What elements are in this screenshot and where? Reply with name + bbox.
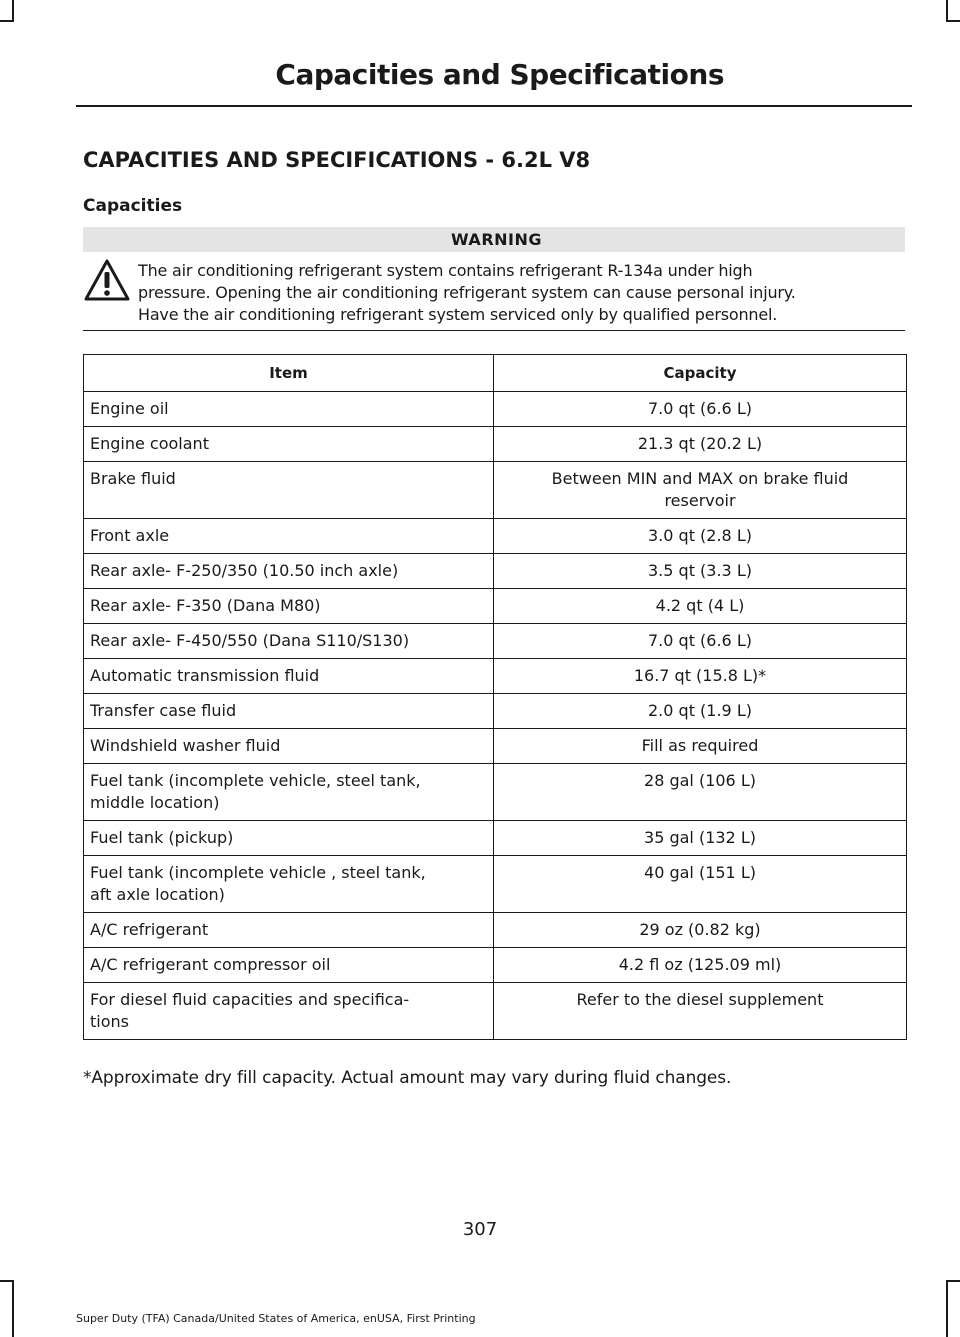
footer-text: Super Duty (TFA) Canada/United States of America, enUSA, First Printing — [76, 1312, 476, 1325]
capacity-text: 7.0 qt (6.6 L) — [648, 399, 752, 418]
table-row — [84, 729, 907, 764]
column-header-capacity: Capacity — [494, 355, 907, 392]
capacity-cell — [494, 948, 907, 983]
warning-text — [138, 260, 908, 326]
crop-mark — [946, 1280, 960, 1282]
capacity-text: 28 gal (106 L) — [644, 771, 756, 790]
capacity-cell — [494, 624, 907, 659]
table-row — [84, 427, 907, 462]
warning-line: Have the air conditioning refrigerant system serviced only by qualified personnel. — [138, 305, 778, 324]
item-cell — [84, 983, 494, 1040]
capacity-cell — [494, 729, 907, 764]
item-text: Fuel tank (pickup) — [90, 828, 234, 847]
item-text: Rear axle- F-350 (Dana M80) — [90, 596, 321, 615]
table-body — [84, 392, 907, 1040]
item-cell — [84, 519, 494, 554]
item-cell — [84, 392, 494, 427]
item-cell — [84, 764, 494, 821]
capacity-text: 29 oz (0.82 kg) — [639, 920, 761, 939]
item-cell — [84, 589, 494, 624]
capacity-text: reservoir — [664, 491, 736, 510]
capacity-text: 40 gal (151 L) — [644, 863, 756, 882]
capacity-text: 35 gal (132 L) — [644, 828, 756, 847]
item-text: A/C refrigerant — [90, 920, 209, 939]
capacity-cell — [494, 821, 907, 856]
crop-mark — [12, 1280, 14, 1337]
item-text: Front axle — [90, 526, 170, 545]
item-text: Engine oil — [90, 399, 169, 418]
page-number: 307 — [462, 1219, 498, 1240]
capacity-cell — [494, 983, 907, 1040]
table-row — [84, 983, 907, 1040]
capacity-text: Fill as required — [641, 736, 759, 755]
warning-triangle-icon — [83, 258, 131, 302]
table-header-row — [84, 355, 907, 392]
warning-line: The air conditioning refrigerant system contains refrigerant R-134a under high — [138, 261, 753, 280]
section-subtitle: Capacities — [83, 196, 183, 216]
table-row — [84, 948, 907, 983]
capacity-text: 3.0 qt (2.8 L) — [648, 526, 752, 545]
table-row — [84, 821, 907, 856]
item-cell — [84, 694, 494, 729]
item-text: Fuel tank (incomplete vehicle , steel tank, — [90, 863, 426, 882]
table-row — [84, 554, 907, 589]
capacity-text: 7.0 qt (6.6 L) — [648, 631, 752, 650]
table-row — [84, 764, 907, 821]
item-text: aft axle location) — [90, 885, 225, 904]
crop-mark — [946, 1280, 948, 1337]
item-cell — [84, 659, 494, 694]
table-row — [84, 624, 907, 659]
capacity-cell — [494, 462, 907, 519]
item-text: A/C refrigerant compressor oil — [90, 955, 331, 974]
item-cell — [84, 624, 494, 659]
section-title: CAPACITIES AND SPECIFICATIONS - 6.2L V8 — [83, 148, 591, 172]
table-row — [84, 392, 907, 427]
capacities-table — [83, 354, 907, 1040]
capacity-cell — [494, 913, 907, 948]
capacity-text: 16.7 qt (15.8 L)* — [633, 666, 767, 685]
capacity-cell — [494, 694, 907, 729]
item-cell — [84, 427, 494, 462]
table-row — [84, 856, 907, 913]
capacity-text: 21.3 qt (20.2 L) — [637, 434, 763, 453]
item-text: Engine coolant — [90, 434, 209, 453]
item-text: Fuel tank (incomplete vehicle, steel tank, — [90, 771, 421, 790]
item-text: Transfer case fluid — [90, 701, 237, 720]
item-text: Windshield washer fluid — [90, 736, 281, 755]
item-text: middle location) — [90, 793, 220, 812]
item-text: Automatic transmission fluid — [90, 666, 320, 685]
crop-mark — [12, 0, 14, 20]
item-text: Rear axle- F-450/550 (Dana S110/S130) — [90, 631, 410, 650]
capacity-cell — [494, 519, 907, 554]
item-cell — [84, 913, 494, 948]
warning-divider — [83, 330, 905, 331]
capacity-text: 4.2 qt (4 L) — [655, 596, 745, 615]
capacity-text: Refer to the diesel supplement — [576, 990, 824, 1009]
capacity-text: Between MIN and MAX on brake fluid — [551, 469, 849, 488]
capacity-cell — [494, 392, 907, 427]
capacity-cell — [494, 427, 907, 462]
capacity-cell — [494, 856, 907, 913]
crop-mark — [0, 20, 14, 22]
capacity-text: 2.0 qt (1.9 L) — [648, 701, 752, 720]
item-text: Brake fluid — [90, 469, 176, 488]
capacity-cell — [494, 659, 907, 694]
crop-mark — [946, 0, 948, 20]
capacity-cell — [494, 554, 907, 589]
capacity-text: 3.5 qt (3.3 L) — [648, 561, 752, 580]
item-cell — [84, 856, 494, 913]
capacity-cell — [494, 764, 907, 821]
item-text: For diesel fluid capacities and specifica- — [90, 990, 410, 1009]
item-cell — [84, 948, 494, 983]
column-header-item: Item — [84, 355, 494, 392]
page-header-title: Capacities and Specifications — [275, 58, 724, 91]
warning-heading: WARNING — [451, 230, 542, 249]
table-row — [84, 462, 907, 519]
item-text: Rear axle- F-250/350 (10.50 inch axle) — [90, 561, 399, 580]
capacity-cell — [494, 589, 907, 624]
table-row — [84, 913, 907, 948]
item-cell — [84, 554, 494, 589]
crop-mark — [946, 20, 960, 22]
footnote: *Approximate dry fill capacity. Actual amount may vary during fluid changes. — [83, 1068, 732, 1088]
item-text: tions — [90, 1012, 129, 1031]
item-cell — [84, 821, 494, 856]
item-cell — [84, 462, 494, 519]
warning-line: pressure. Opening the air conditioning refrigerant system can cause personal injury. — [138, 283, 796, 302]
capacity-text: 4.2 fl oz (125.09 ml) — [618, 955, 782, 974]
table-row — [84, 519, 907, 554]
table-row — [84, 659, 907, 694]
table-row — [84, 589, 907, 624]
item-cell — [84, 729, 494, 764]
header-rule — [76, 105, 912, 107]
table-row — [84, 694, 907, 729]
